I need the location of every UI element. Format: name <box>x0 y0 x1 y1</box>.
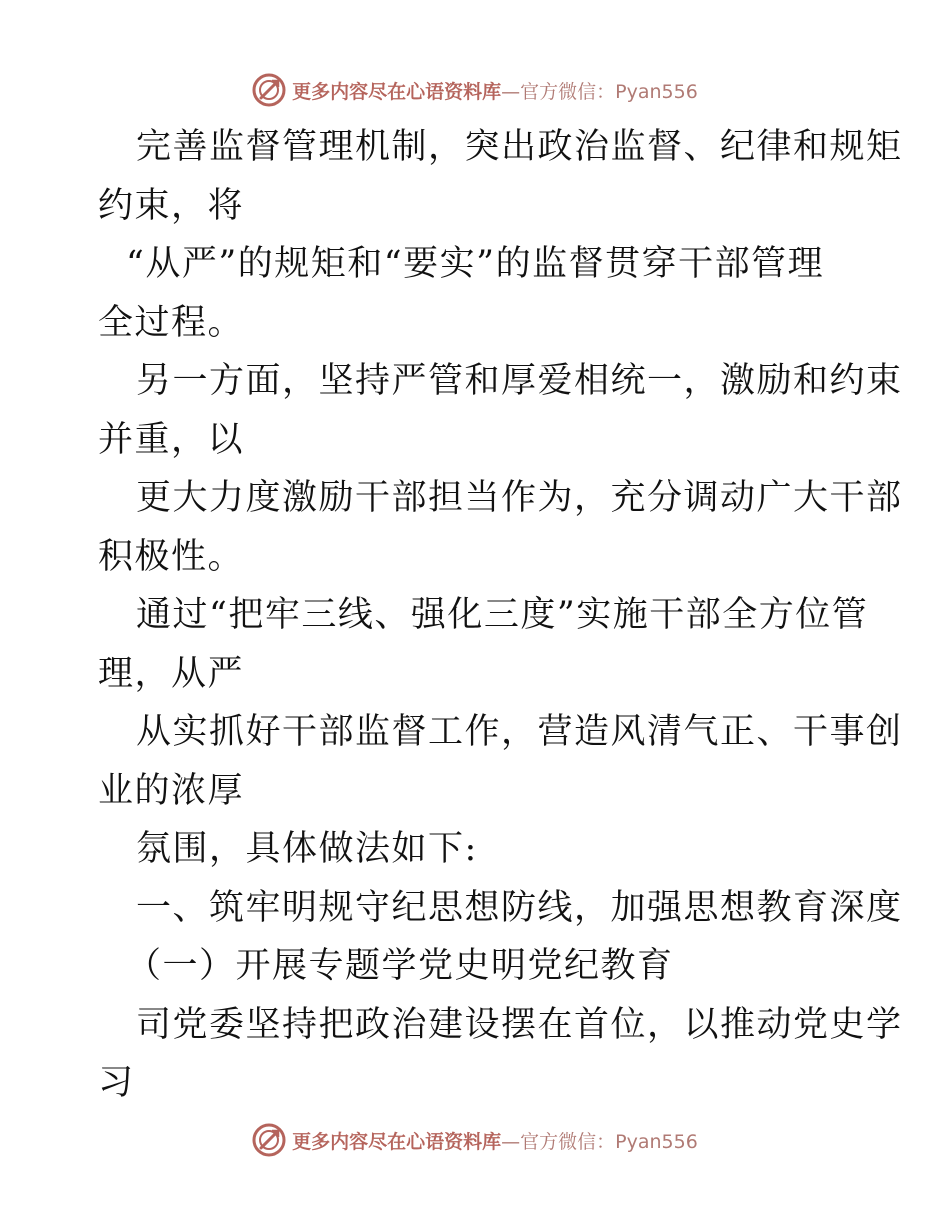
body-line: 从实抓好干部监督工作，营造风清气正、干事创 <box>136 712 903 752</box>
watermark-name: 更多内容尽在心语资料库 <box>292 80 502 103</box>
watermark-account: 官方微信：Pyan556 <box>520 1130 698 1153</box>
body-line: 氛围，具体做法如下: <box>136 829 478 869</box>
red-seal-logo-icon <box>252 73 286 107</box>
header-watermark <box>0 70 950 110</box>
section-heading: 一、筑牢明规守纪思想防线，加强思想教育深度 <box>136 887 903 928</box>
watermark-name: 更多内容尽在心语资料库 <box>292 1130 502 1153</box>
body-line: 约束，将 <box>98 185 245 226</box>
watermark-dash: — <box>501 1130 521 1153</box>
footer-watermark <box>0 1120 950 1160</box>
watermark-text <box>292 1127 698 1154</box>
red-seal-logo-icon <box>252 1123 286 1157</box>
watermark-text <box>292 77 698 104</box>
body-line: 习 <box>98 1063 135 1103</box>
body-line: 全过程。 <box>98 302 245 343</box>
body-line: 并重，以 <box>98 419 245 460</box>
body-line: 另一方面，坚持严管和厚爱相统一，激励和约束 <box>136 361 903 401</box>
body-line: 完善监督管理机制，突出政治监督、纪律和规矩 <box>136 127 903 167</box>
subsection-heading: （一）开展专题学党史明党纪教育 <box>126 946 674 986</box>
body-line: 通过“把牢三线、强化三度”实施干部全方位管 <box>136 595 869 635</box>
body-line: 积极性。 <box>98 536 245 577</box>
body-line: 更大力度激励干部担当作为，充分调动广大干部 <box>136 478 903 518</box>
watermark-dash: — <box>501 80 521 103</box>
watermark-account: 官方微信：Pyan556 <box>520 80 698 103</box>
body-line: 业的浓厚 <box>98 770 245 811</box>
body-line: “从严”的规矩和“要实”的监督贯穿干部管理 <box>126 244 825 284</box>
body-line: 司党委坚持把政治建设摆在首位，以推动党史学 <box>136 1004 903 1045</box>
body-line: 理，从严 <box>98 653 245 694</box>
document-body <box>98 118 903 1113</box>
